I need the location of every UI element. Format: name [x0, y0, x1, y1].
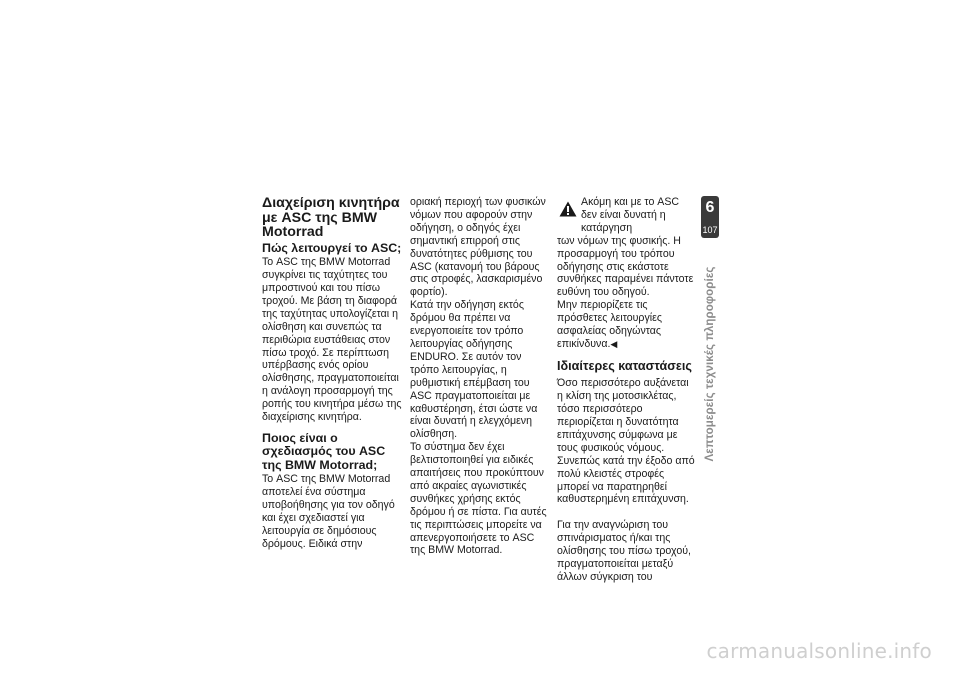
paragraph-spacer	[557, 506, 697, 519]
paragraph-enduro-mode: Κατά την οδήγηση εκτός δρόμου θα πρέπει να ενεργοποιείτε τον τρόπο λειτουργίας οδήγησης ENDURO. Σε αυτόν τον τρόπο λειτουργίας, η ρυθμιστική επέμβαση του ASC πραγματοποιείται με καθυστέρηση, έτσι ώστε να είναι δυνατή η ελεγχόμενη ολίσθηση.	[410, 299, 538, 441]
vertical-chapter-title-text: Λεπτομερείς τεχνικές πληροφορίες	[704, 266, 716, 462]
section-title: Διαχείριση κινητήρα με ASC της BMW Motorrad	[262, 195, 400, 241]
warning-text: των νόμων της φυσικής. Η προσαρμογή του τρόπου οδήγησης στις εκάστοτε συνθήκες παραμένει πάντοτε ευθύνη του οδηγού.	[557, 234, 694, 299]
warning-text-2-body: Μην περιορίζετε τις πρόσθετες λειτουργίες ασφαλείας οδηγώντας επικίνδυνα.	[557, 299, 662, 350]
column-3	[557, 196, 697, 584]
paragraph-wheel-spin: Για την αναγνώριση του σπινάρισματος ή/και της ολίσθησης του πίσω τροχού, πραγματοποιείται μεταξύ άλλων σύγκριση του	[557, 519, 691, 583]
paragraph-lean-angle: Όσο περισσότερο αυξάνεται η κλίση της μοτοσικλέτας, τόσο περισσότερο περιορίζεται η δυνατότητα επιτάχυνσης σύμφωνα με τους φυσικούς νόμους. Συνεπώς κατά την έξοδο από πολύ κλειστές στροφές μπορεί να παρατηρηθεί καθυστερημένη επιτάχυνση.	[557, 377, 695, 506]
paragraph-physics-limits: οριακή περιοχή των φυσικών νόμων που αφορούν στην οδήγηση, ο οδηγός έχει σημαντική επιρροή στις δυνατότητες ρύθμισης του ASC (κατανομή του βάρους στις στροφές, λασκαρισμένο φορτίο).	[410, 196, 546, 299]
column-2	[410, 196, 550, 557]
paragraph-how-asc-works: Το ASC της BMW Motorrad συγκρίνει τις ταχύτητες του μπροστινού και του πίσω τροχού. Με βάση τη διαφορά της ταχύτητας υπολογίζεται η ολίσθηση και συνεπώς τα περιθώρια ευστάθειας στον πίσω τροχό. Σε περίπτωση υπέρβασης ενός ορίου ολίσθησης, πραγματοποιείται η ανάλογη προσαρμογή της ροπής του κινητήρα μέσω της διαχείρισης κινητήρα.	[262, 256, 402, 424]
warning-text-indented: Ακόμη και με το ASC δεν είναι δυνατή η κατάργηση	[581, 196, 680, 234]
chapter-number: 6	[705, 199, 715, 216]
end-mark-icon: ◀	[610, 338, 618, 349]
subheading-asc-design: Ποιος είναι ο σχεδιασμός του ASC της BMW Motorrad;	[262, 430, 386, 472]
warning-triangle-icon	[559, 201, 577, 217]
watermark: carmanualsonline.info	[706, 639, 932, 663]
page-number: 107	[702, 225, 718, 235]
vertical-chapter-title	[700, 264, 720, 464]
warning-block	[557, 196, 697, 351]
warning-text-2	[557, 299, 697, 351]
subheading-how-asc-works: Πώς λειτουργεί το ASC;	[262, 240, 402, 255]
paragraph-asc-design: Το ASC της BMW Motorrad αποτελεί ένα σύστημα υποβοήθησης για τον οδηγό και έχει σχεδιαστεί για λειτουργία σε δημόσιους δρόμους. Ειδικά στην	[262, 473, 395, 550]
column-1	[262, 196, 402, 551]
paragraph-system-limits: Το σύστημα δεν έχει βελτιστοποιηθεί για ειδικές απαιτήσεις που προκύπτουν από ακραίες αγωνιστικές συνθήκες χρήσης εκτός δρόμου ή σε πίστα. Για αυτές τις περιπτώσεις μπορείτε να απενεργοποιήσετε το ASC της BMW Motorrad.	[410, 441, 547, 557]
subheading-special-situations: Ιδιαίτερες καταστάσεις	[557, 358, 692, 373]
